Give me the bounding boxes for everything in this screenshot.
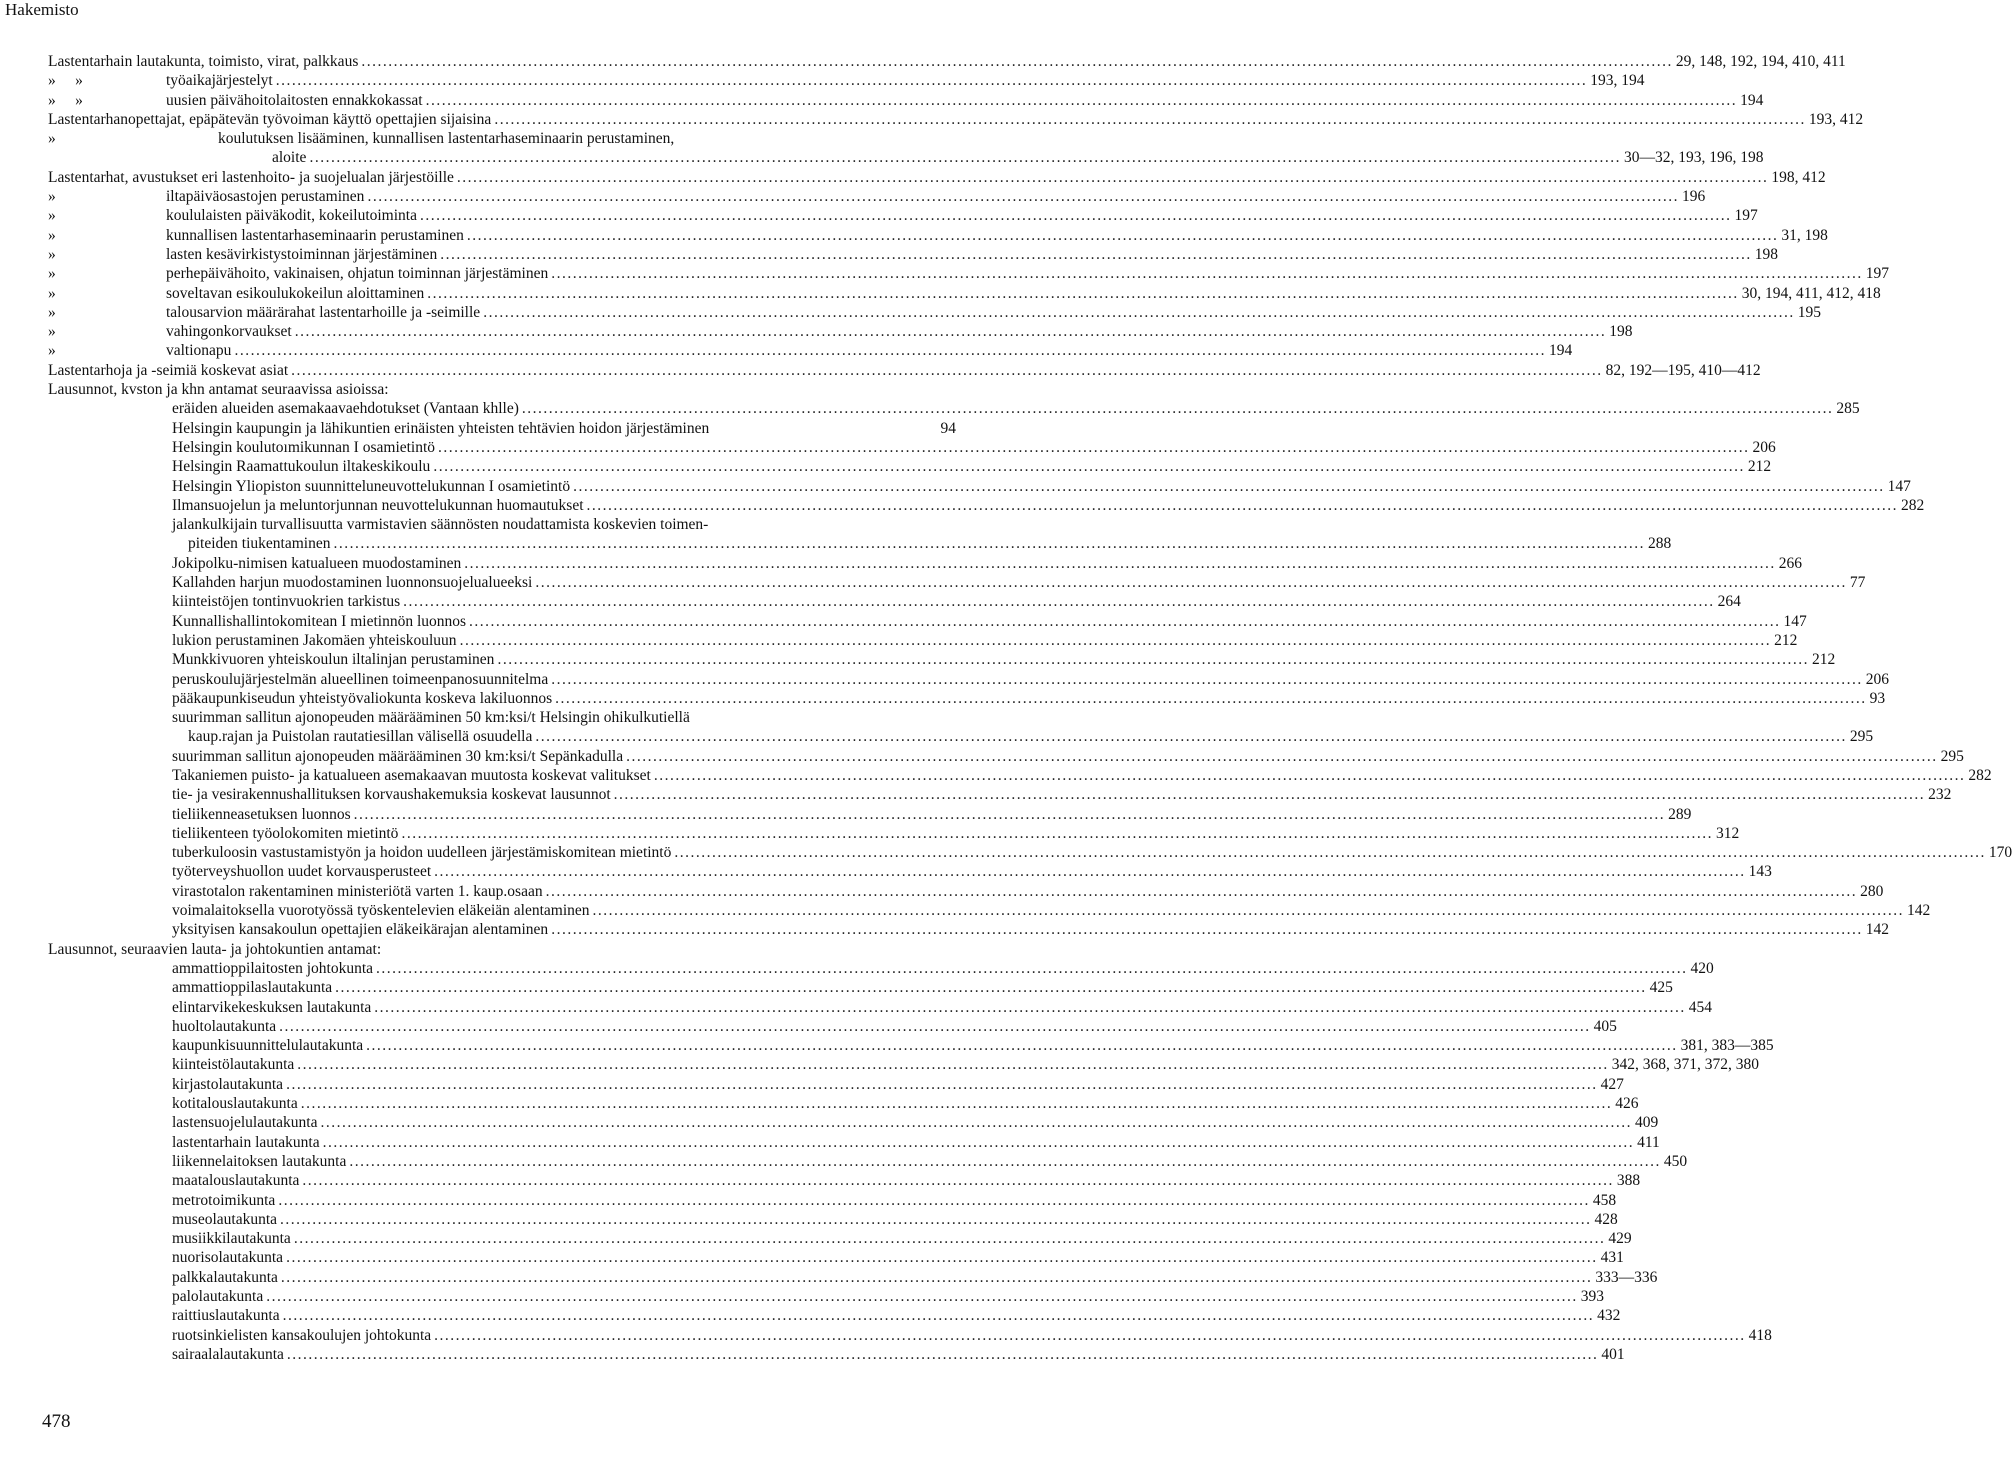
index-entry [48, 998, 1713, 1017]
entry-text: kiinteistölautakunta [172, 1056, 295, 1074]
entry-text: kaup.rajan ja Puistolan rautatiesillan välisellä osuudella [188, 728, 533, 746]
entry-pages: 280 [1860, 882, 1884, 900]
leader-dots [426, 91, 1738, 110]
entry-pages: 333—336 [1595, 1268, 1658, 1286]
ditto-mark: » [48, 323, 56, 341]
entry-text: työterveyshuollon uudet korvausperusteet [172, 863, 432, 881]
leader-dots [626, 747, 1938, 766]
entry-text: tieliikenneasetuksen luonnos [172, 805, 351, 823]
index-entry [48, 670, 1889, 689]
entry-text: aloite [272, 149, 307, 167]
entry-pages: 458 [1592, 1191, 1617, 1209]
entry-text: kiinteistöjen tontinvuokrien tarkistus [172, 593, 401, 611]
entry-text: Takaniemen puisto- ja katualueen asemakaavan muutosta koskevat valitukset [172, 766, 651, 784]
index-entry [48, 1287, 1604, 1306]
leader-dots [497, 650, 1809, 669]
leader-dots [333, 534, 1645, 553]
leader-dots [555, 689, 1867, 708]
index-entry [48, 534, 1672, 553]
entry-pages: 282 [1901, 496, 1925, 514]
leader-dots [321, 1113, 1633, 1132]
entry-text: tieliikenteen työolokomiten mietintö [172, 824, 399, 842]
entry-text: sairaalalautakunta [172, 1345, 284, 1363]
entry-text: Kunnallishallintokomitean I mietinnön luonnos [172, 612, 467, 630]
index-entry [48, 1210, 1618, 1229]
ditto-mark: » [48, 130, 56, 148]
entry-pages: 427 [1600, 1075, 1624, 1093]
entry-pages: 429 [1608, 1230, 1632, 1248]
entry-pages: 142 [1865, 921, 1889, 939]
entry-text: Lastentarhoja ja -seimiä koskevat asiat [48, 361, 289, 379]
entry-pages: 432 [1597, 1307, 1621, 1325]
ditto-mark: » » [48, 72, 83, 90]
entry-pages: 264 [1717, 593, 1741, 611]
leader-dots [614, 785, 1926, 804]
index-entry [48, 129, 956, 148]
entry-text: Lastentarhain lautakunta, toimisto, virat, palkkaus [48, 53, 359, 70]
entry-pages: 232 [1928, 786, 1952, 804]
entry-text: liikennelaitoksen lautakunta [172, 1152, 347, 1170]
index-entry [48, 650, 1836, 669]
entry-text: Kallahden harjun muodostaminen luonnonsuojelualueeksi [172, 574, 533, 592]
entry-text: vahingonkorvaukset [166, 323, 292, 341]
entry-text: tie- ja vesirakennushallituksen korvaushakemuksia koskevat lausunnot [172, 786, 611, 804]
entry-pages: 143 [1748, 863, 1772, 881]
index-entry [48, 477, 1911, 496]
entry-pages: 428 [1594, 1210, 1618, 1228]
index-entry [48, 1055, 1760, 1074]
entry-text: pääkaupunkiseudun yhteistyövaliokunta koskeva lakiluonnos [172, 689, 553, 707]
entry-pages: 198 [1754, 245, 1778, 263]
leader-dots [535, 573, 1847, 592]
entry-pages: 285 [1836, 400, 1860, 418]
index-entry [48, 303, 1821, 322]
entry-pages: 30—32, 193, 196, 198 [1623, 149, 1764, 167]
leader-dots [434, 1326, 1746, 1345]
leader-dots [551, 264, 1863, 283]
index-entry [48, 554, 1803, 573]
entry-text: Lausunnot, kvston ja khn antamat seuraavissa asioissa: [48, 381, 389, 399]
index-entry [48, 592, 1741, 611]
entry-pages: 31, 198 [1781, 226, 1828, 244]
entry-text: perhepäivähoito, vakinaisen, ohjatun toiminnan järjestäminen [166, 265, 549, 283]
index-entry [48, 1171, 1641, 1190]
index-entry [48, 91, 1764, 110]
index-entry [48, 361, 1761, 380]
index-entry [48, 1306, 1621, 1325]
ditto-mark: » » [48, 91, 83, 109]
leader-dots [279, 1017, 1591, 1036]
entry-pages: 93 [1869, 689, 1886, 707]
entry-text: musiikkilautakunta [172, 1230, 291, 1248]
leader-dots [281, 1268, 1593, 1287]
entry-text: Helsingin Raamattukoulun iltakeskikoulu [172, 458, 431, 476]
entry-text: palkkalautakunta [172, 1268, 278, 1286]
leader-dots [294, 1229, 1606, 1248]
entry-text: jalankulkijain turvallisuutta varmistavien säännösten noudattamista koskevien toimen- [172, 516, 709, 534]
leader-dots [573, 477, 1885, 496]
entry-text: eräiden alueiden asemakaavaehdotukset (Vantaan khlle) [172, 400, 519, 418]
index-entry [48, 631, 1798, 650]
entry-pages: 388 [1616, 1172, 1641, 1190]
entry-pages: 312 [1715, 824, 1740, 842]
entry-pages: 393 [1580, 1288, 1604, 1305]
leader-dots [295, 322, 1607, 341]
entry-text: kotitalouslautakunta [172, 1095, 298, 1113]
entry-text: kunnallisen lastentarhaseminaarin perustaminen [166, 226, 464, 244]
entry-pages: 193, 412 [1808, 110, 1864, 128]
entry-pages: 454 [1688, 998, 1713, 1016]
entry-text: Jokipolku-nimisen katualueen muodostaminen [172, 554, 462, 572]
entry-text: Lastentarhat, avustukset eri lastenhoito- ja suojelualan järjestöille [48, 168, 454, 186]
entry-text: iltapäiväosastojen perustaminen [166, 188, 365, 206]
entry-pages: 197 [1734, 207, 1758, 225]
entry-text: uusien päivähoitolaitosten ennakkokassat [166, 91, 423, 109]
entry-pages: 194 [1548, 342, 1573, 360]
index-entry [48, 187, 1706, 206]
index-entry [48, 110, 1864, 129]
entry-text: talousarvion määrärahat lastentarhoille ja -seimille [166, 303, 481, 321]
entry-text: kaupunkisuunnittelulautakunta [172, 1037, 364, 1055]
entry-pages: 82, 192—195, 410—412 [1605, 361, 1761, 379]
entry-pages: 30, 194, 411, 412, 418 [1741, 284, 1881, 302]
leader-dots [302, 1171, 1614, 1190]
entry-text: suurimman sallitun ajonopeuden määrääminen 30 km:ksi/t Sepänkadulla [172, 747, 624, 765]
leader-dots [280, 1210, 1592, 1229]
entry-text: palolautakunta [172, 1288, 264, 1305]
index-entry [48, 322, 1633, 341]
leader-dots [551, 920, 1863, 939]
leader-dots [593, 901, 1905, 920]
entry-pages: 450 [1663, 1152, 1688, 1170]
index-entry [48, 438, 1776, 457]
index-entry [48, 1075, 1624, 1094]
leader-dots [374, 998, 1686, 1017]
entry-text: lastensuojelulautakunta [172, 1114, 318, 1132]
entry-pages: 212 [1774, 631, 1798, 649]
entry-text: raittiuslautakunta [172, 1307, 280, 1325]
leader-dots [434, 862, 1746, 881]
index-entry [48, 882, 1884, 901]
leader-dots [440, 245, 1752, 264]
entry-text: valtionapu [166, 342, 232, 360]
ditto-mark: » [48, 284, 56, 302]
leader-dots [438, 438, 1750, 457]
index-entry [48, 1036, 1774, 1055]
entry-text: lukion perustaminen Jakomäen yhteiskouluun [172, 631, 457, 649]
leader-dots [654, 766, 1966, 785]
index-entry [48, 766, 1992, 785]
entry-pages: 170 [1988, 844, 2012, 862]
ditto-mark: » [48, 188, 56, 206]
ditto-mark: » [48, 303, 56, 321]
index-entry [48, 573, 1866, 592]
entry-pages: 288 [1647, 535, 1672, 553]
entry-text: ammattioppilaslautakunta [172, 979, 333, 997]
entry-text: kirjastolautakunta [172, 1075, 284, 1093]
entry-text: koulutuksen lisääminen, kunnallisen lastentarhaseminaarin perustaminen, [218, 130, 675, 148]
entry-pages: 418 [1748, 1326, 1772, 1344]
index-entry [48, 1191, 1617, 1210]
leader-dots [367, 187, 1679, 206]
entry-pages: 193, 194 [1590, 72, 1645, 90]
index-entry [48, 1113, 1659, 1132]
index-entry [48, 689, 1886, 708]
index-entry [48, 920, 1889, 939]
entry-text: piteiden tiukentaminen [188, 535, 331, 553]
index-entry [48, 399, 1860, 418]
index-entry [48, 843, 2012, 862]
entry-pages: 295 [1940, 747, 1964, 765]
entry-pages: 409 [1635, 1114, 1659, 1132]
index-entry [48, 1268, 1658, 1287]
leader-dots [376, 959, 1688, 978]
entry-text: koululaisten päiväkodit, kokeilutoiminta [166, 207, 417, 225]
leader-dots [469, 612, 1781, 631]
entry-pages: 212 [1747, 458, 1772, 476]
entry-text: Lastentarhanopettajat, epäpätevän työvoiman käyttö opettajien sijaisina [48, 110, 492, 128]
entry-pages: 196 [1681, 188, 1706, 206]
entry-pages: 147 [1887, 477, 1911, 495]
index-entry [48, 862, 1772, 881]
entry-pages: 206 [1865, 670, 1889, 688]
leader-dots [361, 52, 1673, 71]
index-entry [48, 496, 1925, 515]
index-entry [48, 148, 1764, 167]
index-entry [48, 1326, 1772, 1345]
leader-dots [301, 1094, 1613, 1113]
leader-dots [427, 284, 1739, 303]
entry-pages: 206 [1752, 438, 1776, 456]
entry-text: maatalouslautakunta [172, 1172, 300, 1190]
entry-text: Ilmansuojelun ja meluntorjunnan neuvottelukunnan huomautukset [172, 496, 584, 514]
ditto-mark: » [48, 226, 56, 244]
index-entry [48, 1229, 1632, 1248]
index-entry [48, 612, 1807, 631]
ditto-mark: » [48, 245, 56, 263]
entry-text: Helsingin Yliopiston suunnitteluneuvottelukunnan I osamietintö [172, 477, 571, 495]
index-entry [48, 747, 1964, 766]
leader-dots [354, 805, 1666, 824]
leader-dots [286, 1075, 1598, 1094]
leader-dots [483, 303, 1795, 322]
entry-pages: 431 [1600, 1249, 1624, 1267]
entry-pages: 142 [1907, 902, 1931, 920]
index-entry [48, 245, 1778, 264]
leader-dots [433, 457, 1745, 476]
ditto-mark: » [48, 265, 56, 283]
leader-dots [551, 670, 1863, 689]
index-entry [48, 978, 1673, 997]
entry-pages: 77 [1849, 574, 1866, 592]
ditto-mark: » [48, 342, 56, 360]
index-entry [48, 1248, 1624, 1267]
entry-text: museolautakunta [172, 1210, 278, 1228]
entry-pages: 342, 368, 371, 372, 380 [1611, 1056, 1760, 1074]
leader-dots [420, 206, 1732, 225]
leader-dots [464, 554, 1776, 573]
entry-text: elintarvikekeskuksen lautakunta [172, 998, 372, 1016]
entry-pages: 266 [1778, 554, 1803, 572]
index-entry [48, 284, 1881, 303]
index-entry [48, 1152, 1688, 1171]
leader-dots [494, 110, 1806, 129]
leader-dots [266, 1287, 1578, 1306]
index-entry [48, 1345, 1625, 1364]
entry-pages: 420 [1690, 959, 1714, 977]
leader-dots [323, 1133, 1635, 1152]
entry-text: ruotsinkielisten kansakoulujen johtokunta [172, 1326, 432, 1344]
leader-dots [349, 1152, 1661, 1171]
leader-dots [460, 631, 1772, 650]
index-entry [48, 341, 1573, 360]
entry-text: ammattioppilaitosten johtokunta [172, 959, 374, 977]
index-entries [48, 52, 2012, 1364]
leader-dots [401, 824, 1713, 843]
ditto-mark: » [48, 207, 56, 225]
index-entry [48, 708, 956, 727]
index-entry [48, 785, 1952, 804]
index-entry [48, 901, 1931, 920]
index-entry [48, 1094, 1639, 1113]
entry-text: tuberkuloosin vastustamistyön ja hoidon uudelleen järjestämiskomitean mietintö [172, 844, 672, 862]
entry-pages: 405 [1593, 1017, 1617, 1035]
entry-pages: 29, 148, 192, 194, 410, 411 [1675, 53, 1846, 70]
entry-pages: 94 [940, 419, 956, 437]
entry-text: Munkkivuoren yhteiskoulun iltalinjan perustaminen [172, 651, 495, 669]
entry-text: lasten kesävirkistystoiminnan järjestäminen [166, 245, 438, 263]
index-entry [48, 824, 1740, 843]
entry-pages: 195 [1797, 303, 1821, 321]
leader-dots [309, 148, 1621, 167]
entry-pages: 401 [1601, 1345, 1625, 1363]
page-header: Hakemisto [5, 0, 79, 19]
index-entry [48, 71, 1645, 90]
entry-text: Lausunnot, seuraavien lauta- ja johtokuntien antamat: [48, 940, 382, 958]
index-entry [48, 727, 1874, 746]
entry-pages: 147 [1783, 612, 1807, 630]
entry-text: Helsingin kaupungin ja lähikuntien erinäisten yhteisten tehtävien hoidon järjestäminen [172, 419, 710, 437]
leader-dots [535, 727, 1847, 746]
entry-text: nuorisolautakunta [172, 1249, 284, 1267]
leader-dots [546, 882, 1858, 901]
entry-text: soveltavan esikoulukokeilun aloittaminen [166, 284, 425, 302]
entry-text: yksityisen kansakoulun opettajien eläkeikärajan alentaminen [172, 921, 549, 939]
leader-dots [587, 496, 1899, 515]
index-entry [48, 264, 1889, 283]
index-entry [48, 168, 1826, 187]
index-entry [48, 206, 1758, 225]
entry-text: metrotoimikunta [172, 1191, 276, 1209]
index-entry [48, 52, 1846, 71]
leader-dots [457, 168, 1769, 187]
leader-dots [335, 978, 1647, 997]
leader-dots [522, 399, 1834, 418]
index-entry [48, 940, 956, 959]
index-entry [48, 380, 956, 399]
entry-text: peruskoulujärjestelmän alueellinen toimeenpanosuunnitelma [172, 670, 549, 688]
index-entry [48, 515, 956, 534]
entry-pages: 194 [1740, 91, 1764, 109]
leader-dots [234, 341, 1546, 360]
entry-text: virastotalon rakentaminen ministeriötä varten 1. kaup.osaan [172, 882, 543, 900]
index-entry [48, 959, 1714, 978]
entry-text: suurimman sallitun ajonopeuden määrääminen 50 km:ksi/t Helsingin ohikulkutiellä [172, 709, 690, 727]
index-entry [48, 226, 1828, 245]
leader-dots [366, 1036, 1678, 1055]
entry-pages: 212 [1811, 651, 1836, 669]
index-entry [48, 1133, 1660, 1152]
leader-dots [297, 1055, 1609, 1074]
leader-dots [287, 1345, 1599, 1364]
index-entry [48, 805, 1692, 824]
entry-text: Helsingin koulutoımikunnan I osamietintö [172, 438, 436, 456]
leader-dots [286, 1248, 1598, 1267]
entry-pages: 411 [1637, 1133, 1660, 1151]
leader-dots [291, 361, 1603, 380]
index-entry [48, 419, 956, 438]
leader-dots [278, 1191, 1590, 1210]
entry-pages: 198, 412 [1771, 168, 1826, 186]
entry-pages: 426 [1615, 1095, 1639, 1113]
entry-text: lastentarhain lautakunta [172, 1133, 320, 1151]
leader-dots [467, 226, 1779, 245]
entry-text: työaikajärjestelyt [166, 72, 273, 90]
entry-pages: 289 [1668, 805, 1692, 823]
entry-text: huoltolautakunta [172, 1017, 277, 1035]
entry-pages: 198 [1609, 323, 1633, 341]
entry-pages: 381, 383—385 [1680, 1037, 1774, 1055]
leader-dots [674, 843, 1986, 862]
index-entry [48, 457, 1772, 476]
leader-dots [276, 71, 1588, 90]
entry-pages: 295 [1849, 728, 1874, 746]
entry-text: voimalaitoksella vuorotyössä työskentelevien eläkeiän alentaminen [172, 902, 590, 920]
index-entry [48, 1017, 1617, 1036]
leader-dots [283, 1306, 1595, 1325]
page-number: 478 [42, 1411, 71, 1432]
entry-pages: 425 [1649, 979, 1673, 997]
leader-dots [403, 592, 1715, 611]
entry-pages: 197 [1865, 265, 1889, 283]
entry-pages: 282 [1968, 766, 1992, 784]
